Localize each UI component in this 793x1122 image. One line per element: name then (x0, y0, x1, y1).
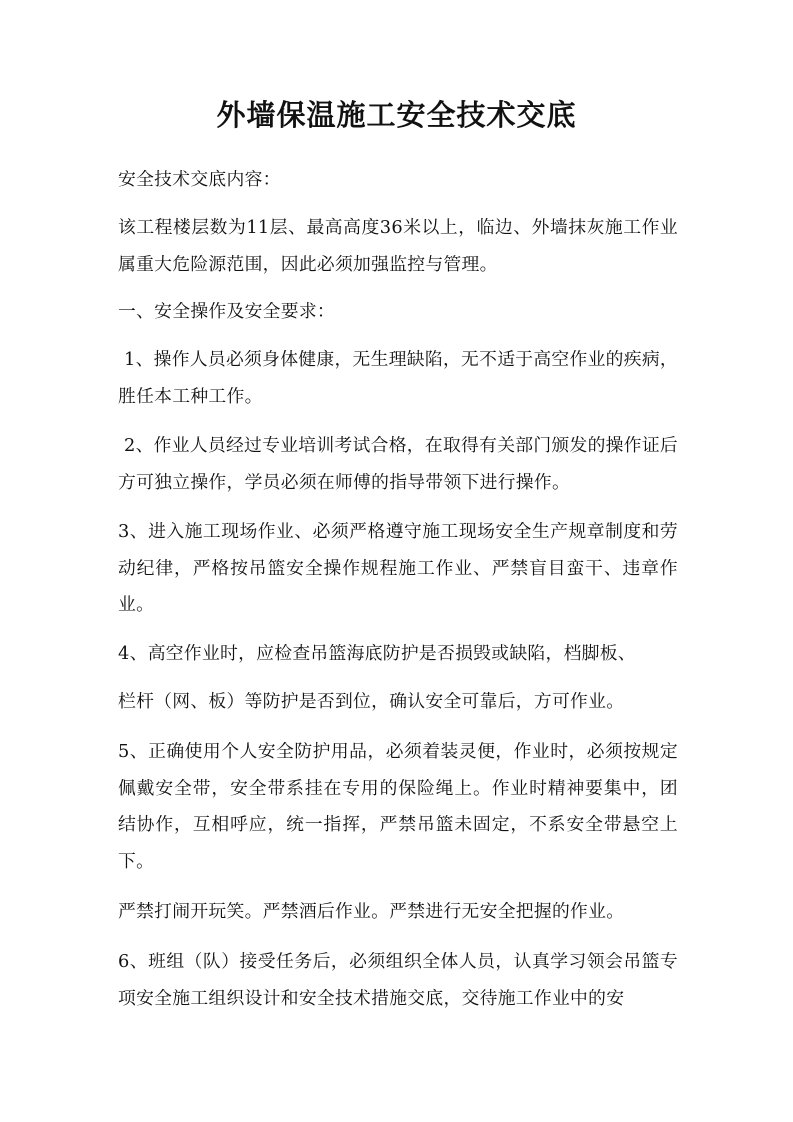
paragraph-item-5: 5、正确使用个人安全防护用品，必须着装灵便，作业时，必须按规定佩戴安全带，安全带系挂在专用的保险绳上。作业时精神要集中，团结协作，互相呼应，统一指挥，严禁吊篮未固定，不系安全带悬空上下。 (118, 741, 678, 872)
document-title: 外墙保温施工安全技术交底 (216, 98, 577, 132)
paragraph-intro-heading: 安全技术交底内容： (118, 169, 281, 190)
paragraph-item-2-text: 2、作业人员经过专业培训考试合格，在取得有关部门颁发的操作证后方可独立操作，学员必须在师傅的指导带领下进行操作。 (118, 435, 679, 493)
paragraph-item-2 (118, 428, 678, 501)
paragraph-item-4-line1: 4、高空作业时，应检查吊篮海底防护是否损毁或缺陷，档脚板、 (118, 643, 636, 664)
paragraph-project-overview: 该工程楼层数为11层、最高高度36米以上，临边、外墙抹灰施工作业属重大危险源范围，因此必须加强监控与管理。 (118, 217, 678, 275)
paragraph-item-3: 3、进入施工现场作业、必须严格遵守施工现场安全生产规章制度和劳动纪律，严格按吊篮安全操作规程施工作业、严禁盲目蛮干、违章作业。 (118, 521, 678, 615)
paragraph-item-4-line2: 栏杆（网、板）等防护是否到位，确认安全可靠后，方可作业。 (118, 691, 625, 712)
paragraph-prohibitions: 严禁打闹开玩笑。严禁酒后作业。严禁进行无安全把握的作业。 (118, 901, 625, 922)
paragraph-item-1 (118, 342, 678, 415)
paragraph-section-one-heading: 一、安全操作及安全要求： (118, 301, 335, 322)
paragraph-item-6: 6、班组（队）接受任务后，必须组织全体人员，认真学习领会吊篮专项安全施工组织设计和安全技术措施交底，交待施工作业中的安 (118, 951, 678, 1009)
paragraph-item-1-text: 1、操作人员必须身体健康，无生理缺陷，无不适于高空作业的疾病，胜任本工种工作。 (118, 349, 679, 407)
